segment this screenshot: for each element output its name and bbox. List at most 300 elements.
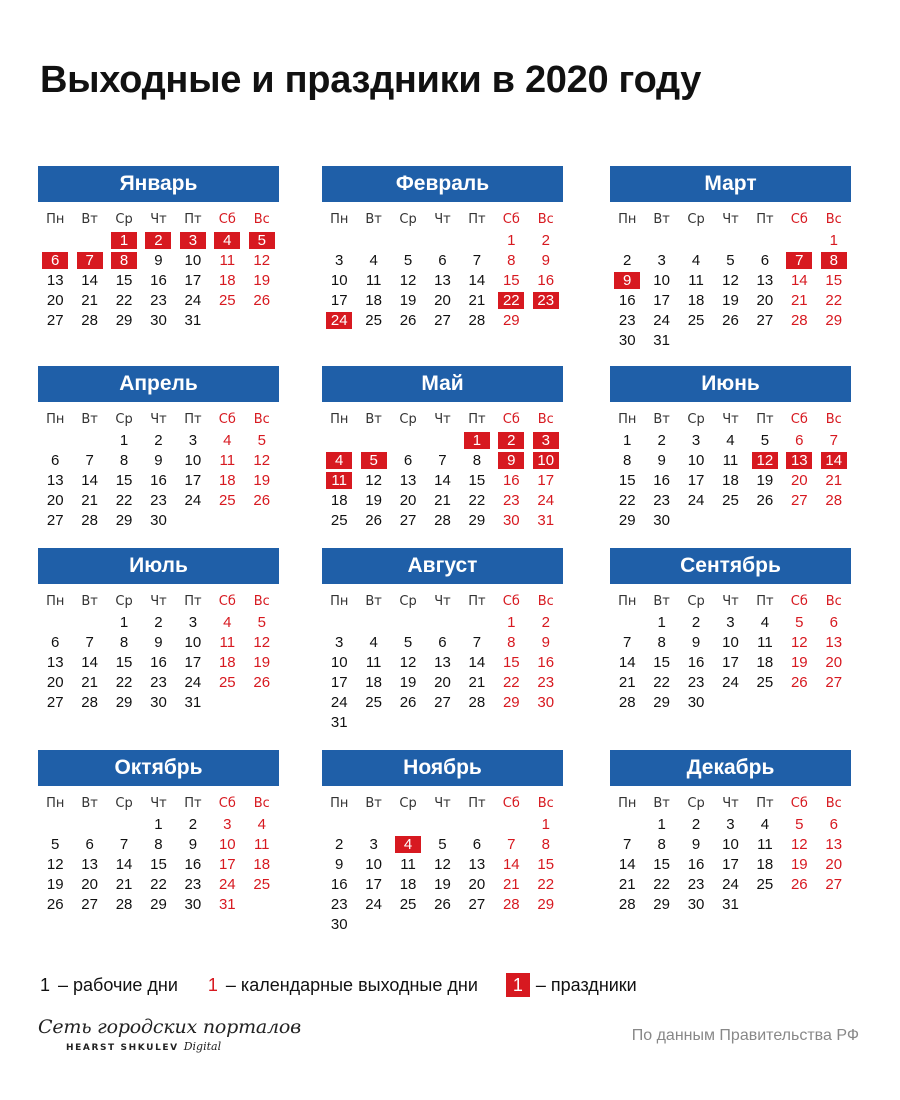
- weekend-day: 20: [825, 653, 843, 671]
- weekday-label: Вт: [365, 593, 382, 609]
- week-row: [322, 914, 563, 934]
- work-day: 10: [184, 251, 202, 269]
- week-row: [38, 612, 279, 632]
- work-day: 22: [115, 673, 133, 691]
- weekend-day: 16: [502, 471, 520, 489]
- week-row: [610, 430, 851, 450]
- weekend-day: 22: [502, 673, 520, 691]
- work-day: 2: [154, 431, 163, 449]
- weekday-label: Ср: [399, 593, 417, 609]
- work-day: 24: [722, 875, 739, 893]
- weekday-label: Сб: [218, 795, 236, 811]
- work-day: 28: [81, 311, 98, 329]
- work-day: 4: [369, 251, 378, 269]
- month-name: Март: [610, 166, 851, 202]
- work-day: 14: [618, 653, 636, 671]
- holiday-day: 13: [786, 452, 812, 469]
- weekday-label: Ср: [687, 211, 705, 227]
- weekday-label: Чт: [150, 211, 167, 227]
- weekday-label: Пт: [184, 593, 202, 609]
- work-day: 27: [756, 311, 774, 329]
- weekend-day: 22: [825, 291, 843, 309]
- work-day: 31: [722, 895, 739, 913]
- work-day: 26: [399, 311, 417, 329]
- work-day: 15: [653, 653, 670, 671]
- weekday-label: Сб: [790, 795, 808, 811]
- work-day: 26: [399, 693, 417, 711]
- work-day: 15: [115, 271, 133, 289]
- work-day: 10: [330, 653, 348, 671]
- weekday-label: Ср: [115, 211, 133, 227]
- weekend-day: 11: [253, 835, 270, 853]
- work-day: 3: [369, 835, 378, 853]
- holiday-day: 1: [464, 432, 490, 449]
- weekday-label: Вт: [653, 211, 670, 227]
- weekend-day: 26: [253, 491, 271, 509]
- work-day: 29: [115, 693, 133, 711]
- weekday-label: Чт: [434, 593, 451, 609]
- weekday-label: Пт: [468, 593, 486, 609]
- work-day: 5: [403, 251, 413, 269]
- work-day: 3: [691, 431, 701, 449]
- weekend-day: 27: [790, 491, 808, 509]
- month-block: [610, 166, 851, 350]
- work-day: 29: [468, 511, 486, 529]
- work-day: 18: [722, 471, 739, 489]
- work-day: 18: [756, 653, 774, 671]
- weekend-day: 1: [507, 613, 516, 631]
- work-day: 9: [154, 451, 163, 469]
- week-row: [322, 854, 563, 874]
- work-day: 11: [757, 633, 773, 651]
- work-day: 7: [623, 835, 632, 853]
- work-day: 7: [623, 633, 632, 651]
- work-day: 9: [691, 835, 701, 853]
- work-day: 13: [46, 653, 64, 671]
- work-day: 21: [618, 673, 636, 691]
- work-day: 30: [687, 693, 705, 711]
- weekend-day: 29: [502, 311, 520, 329]
- work-day: 8: [472, 451, 482, 469]
- work-day: 19: [46, 875, 64, 893]
- week-row: [322, 490, 563, 510]
- weekend-day: 9: [541, 251, 550, 269]
- work-day: 2: [154, 613, 163, 631]
- work-day: 27: [434, 693, 451, 711]
- week-row: [322, 270, 563, 290]
- work-day: 23: [687, 673, 705, 691]
- weekday-label: Чт: [150, 795, 167, 811]
- work-day: 4: [760, 613, 770, 631]
- work-day: 25: [756, 673, 774, 691]
- week-row: [610, 450, 851, 470]
- work-day: 12: [434, 855, 451, 873]
- week-row: [38, 430, 279, 450]
- holiday-day: 7: [786, 252, 812, 269]
- holiday-day: 2: [498, 432, 524, 449]
- work-day: 21: [115, 875, 133, 893]
- work-day: 31: [184, 311, 202, 329]
- work-day: 23: [184, 875, 202, 893]
- work-day: 14: [81, 653, 98, 671]
- weekend-day: 5: [257, 613, 266, 631]
- work-day: 1: [657, 815, 666, 833]
- weekend-day: 26: [253, 673, 271, 691]
- work-day: 28: [618, 895, 636, 913]
- week-row: [610, 874, 851, 894]
- work-day: 10: [365, 855, 382, 873]
- work-day: 30: [150, 693, 167, 711]
- weekday-label: Чт: [150, 411, 167, 427]
- work-day: 28: [115, 895, 133, 913]
- weekend-day: 11: [219, 251, 236, 269]
- work-day: 29: [653, 693, 670, 711]
- work-day: 31: [330, 713, 348, 731]
- month-name: Декабрь: [610, 750, 851, 786]
- work-day: 18: [330, 491, 348, 509]
- week-row: [610, 692, 851, 712]
- weekday-label: Пн: [46, 593, 65, 609]
- weekday-label: Пн: [618, 211, 637, 227]
- work-day: 20: [46, 673, 64, 691]
- work-day: 29: [115, 311, 133, 329]
- work-day: 15: [618, 471, 636, 489]
- weekday-label: Сб: [502, 211, 520, 227]
- week-row: [322, 612, 563, 632]
- work-day: 4: [691, 251, 701, 269]
- week-row: [38, 250, 279, 270]
- week-row: [322, 894, 563, 914]
- legend-holidays: [506, 973, 637, 997]
- work-day: 11: [365, 653, 382, 671]
- week-row: [610, 612, 851, 632]
- work-day: 13: [434, 271, 451, 289]
- work-day: 23: [150, 491, 167, 509]
- work-day: 23: [653, 491, 670, 509]
- week-row: [610, 230, 851, 250]
- week-row: [38, 470, 279, 490]
- work-day: 16: [687, 653, 705, 671]
- logo-subtitle-suffix: Digital: [183, 1040, 222, 1053]
- week-row: [322, 310, 563, 330]
- work-day: 22: [618, 491, 636, 509]
- holiday-day: 12: [752, 452, 778, 469]
- work-day: 17: [722, 653, 739, 671]
- weekday-label: Вт: [365, 211, 382, 227]
- weekend-day: 18: [218, 653, 236, 671]
- weekend-day: 31: [218, 895, 236, 913]
- weekend-day: 29: [502, 693, 520, 711]
- work-day: 16: [653, 471, 670, 489]
- holiday-day: 2: [145, 232, 171, 249]
- work-day: 1: [119, 613, 129, 631]
- legend-weekend-sample: 1: [207, 974, 218, 995]
- work-day: 14: [434, 471, 451, 489]
- weekday-label: Пн: [46, 795, 65, 811]
- month-block: [610, 548, 851, 712]
- weekday-label: Пн: [618, 411, 637, 427]
- work-day: 11: [400, 855, 416, 873]
- weekday-label: Вс: [825, 593, 842, 609]
- month-block: [322, 166, 563, 330]
- work-day: 1: [657, 613, 666, 631]
- work-day: 3: [657, 251, 666, 269]
- legend-holiday-sample: 1: [506, 973, 530, 997]
- work-day: 17: [184, 271, 202, 289]
- work-day: 5: [726, 251, 735, 269]
- weekend-day: 12: [253, 251, 271, 269]
- weekday-label: Пн: [330, 211, 349, 227]
- work-day: 3: [726, 613, 735, 631]
- work-day: 4: [369, 633, 378, 651]
- weekday-label: Чт: [722, 593, 739, 609]
- work-day: 7: [119, 835, 129, 853]
- weekday-label: Ср: [687, 795, 705, 811]
- month-name: Апрель: [38, 366, 279, 402]
- work-day: 10: [184, 451, 202, 469]
- work-day: 6: [403, 451, 413, 469]
- week-row: [38, 290, 279, 310]
- work-day: 19: [399, 291, 417, 309]
- week-row: [38, 490, 279, 510]
- work-day: 6: [51, 633, 60, 651]
- legend-holiday-label: – праздники: [535, 974, 637, 995]
- logo-title: Сеть городских порталов: [38, 1016, 302, 1038]
- month-block: [38, 750, 279, 914]
- work-day: 20: [468, 875, 486, 893]
- weekday-label: Сб: [218, 411, 236, 427]
- week-row: [322, 230, 563, 250]
- work-day: 7: [472, 633, 482, 651]
- weekday-header-row: [322, 408, 563, 430]
- work-day: 30: [184, 895, 202, 913]
- weekday-label: Сб: [218, 593, 236, 609]
- work-day: 2: [623, 251, 632, 269]
- weekend-day: 7: [829, 431, 838, 449]
- weekend-day: 18: [253, 855, 271, 873]
- work-day: 30: [618, 331, 636, 349]
- publisher-logo: [38, 1016, 301, 1053]
- weekend-day: 20: [790, 471, 808, 489]
- weekday-label: Пн: [330, 411, 349, 427]
- work-day: 24: [184, 673, 202, 691]
- holiday-day: 1: [111, 232, 137, 249]
- weekend-day: 24: [218, 875, 236, 893]
- work-day: 17: [722, 855, 739, 873]
- work-day: 2: [691, 815, 701, 833]
- month-block: [322, 750, 563, 934]
- weekday-label: Ср: [687, 593, 705, 609]
- weekend-day: 13: [825, 633, 843, 651]
- weekend-day: 1: [541, 815, 550, 833]
- work-day: 16: [184, 855, 202, 873]
- weekend-day: 28: [825, 491, 843, 509]
- week-row: [38, 814, 279, 834]
- work-day: 28: [618, 693, 636, 711]
- weekend-day: 5: [795, 815, 804, 833]
- holiday-day: 11: [326, 472, 352, 489]
- work-day: 27: [434, 311, 451, 329]
- weekday-label: Чт: [434, 211, 451, 227]
- work-day: 3: [188, 431, 198, 449]
- work-day: 18: [756, 855, 774, 873]
- work-day: 17: [653, 291, 670, 309]
- legend-workday-label: – рабочие дни: [58, 974, 178, 995]
- week-row: [38, 510, 279, 530]
- weekday-label: Пт: [468, 411, 486, 427]
- weekend-day: 12: [253, 633, 271, 651]
- week-row: [322, 632, 563, 652]
- weekend-day: 17: [537, 471, 555, 489]
- weekday-header-row: [610, 590, 851, 612]
- work-day: 23: [687, 875, 705, 893]
- weekend-day: 19: [790, 855, 808, 873]
- weekend-day: 18: [218, 471, 236, 489]
- month-name: Январь: [38, 166, 279, 202]
- work-day: 26: [722, 311, 739, 329]
- work-day: 3: [335, 251, 344, 269]
- work-day: 22: [653, 875, 670, 893]
- work-day: 12: [399, 653, 417, 671]
- work-day: 13: [434, 653, 451, 671]
- week-row: [38, 230, 279, 250]
- month-name: Февраль: [322, 166, 563, 202]
- work-day: 10: [330, 271, 348, 289]
- work-day: 5: [403, 633, 413, 651]
- weekday-header-row: [322, 208, 563, 230]
- holiday-day: 8: [821, 252, 847, 269]
- work-day: 29: [115, 511, 133, 529]
- weekend-day: 27: [825, 673, 843, 691]
- weekday-label: Пт: [184, 411, 202, 427]
- month-name: Ноябрь: [322, 750, 563, 786]
- work-day: 7: [438, 451, 447, 469]
- week-row: [322, 470, 563, 490]
- work-day: 1: [154, 815, 163, 833]
- weekend-day: 11: [219, 633, 236, 651]
- week-row: [322, 652, 563, 672]
- work-day: 6: [472, 835, 482, 853]
- weekday-label: Пт: [756, 411, 774, 427]
- work-day: 2: [691, 613, 701, 631]
- work-day: 8: [623, 451, 632, 469]
- work-day: 25: [722, 491, 739, 509]
- weekend-day: 2: [541, 613, 550, 631]
- weekday-label: Ср: [687, 411, 705, 427]
- work-day: 9: [657, 451, 666, 469]
- work-day: 1: [119, 431, 129, 449]
- weekend-day: 24: [537, 491, 555, 509]
- work-day: 27: [399, 511, 417, 529]
- holiday-day: 5: [361, 452, 387, 469]
- work-day: 5: [438, 835, 447, 853]
- week-row: [610, 672, 851, 692]
- work-day: 22: [115, 291, 133, 309]
- month-name: Июнь: [610, 366, 851, 402]
- weekend-day: 8: [541, 835, 550, 853]
- weekday-label: Пт: [184, 795, 202, 811]
- week-row: [38, 874, 279, 894]
- work-day: 23: [330, 895, 348, 913]
- work-day: 21: [618, 875, 636, 893]
- work-day: 21: [434, 491, 451, 509]
- work-day: 30: [330, 915, 348, 933]
- work-day: 29: [150, 895, 167, 913]
- week-row: [38, 834, 279, 854]
- weekend-day: 22: [537, 875, 555, 893]
- work-day: 4: [760, 815, 770, 833]
- work-day: 27: [46, 693, 64, 711]
- work-day: 27: [46, 311, 64, 329]
- work-day: 4: [726, 431, 735, 449]
- holiday-day: 7: [77, 252, 103, 269]
- week-row: [38, 310, 279, 330]
- weekend-day: 9: [541, 633, 550, 651]
- weekend-day: 19: [253, 271, 271, 289]
- legend-weekend-label: – календарные выходные дни: [225, 974, 478, 995]
- weekend-day: 31: [537, 511, 555, 529]
- month-block: [322, 366, 563, 530]
- week-row: [322, 250, 563, 270]
- work-day: 23: [150, 291, 167, 309]
- holiday-day: 4: [214, 232, 240, 249]
- month-block: [38, 166, 279, 330]
- weekday-label: Ср: [115, 593, 133, 609]
- weekday-label: Пт: [756, 795, 774, 811]
- week-row: [38, 692, 279, 712]
- weekday-label: Сб: [502, 593, 520, 609]
- work-day: 30: [653, 511, 670, 529]
- work-day: 3: [335, 633, 344, 651]
- work-day: 20: [46, 291, 64, 309]
- weekend-day: 29: [537, 895, 555, 913]
- weekend-day: 28: [502, 895, 520, 913]
- weekend-day: 5: [257, 431, 266, 449]
- week-row: [610, 270, 851, 290]
- month-name: Август: [322, 548, 563, 584]
- weekday-label: Сб: [502, 795, 520, 811]
- week-row: [38, 672, 279, 692]
- week-row: [322, 834, 563, 854]
- weekend-day: 6: [829, 613, 838, 631]
- weekend-day: 23: [502, 491, 520, 509]
- work-day: 5: [760, 431, 770, 449]
- weekend-day: 4: [223, 613, 232, 631]
- weekday-label: Вт: [653, 593, 670, 609]
- weekend-day: 15: [825, 271, 843, 289]
- holiday-day: 22: [498, 292, 524, 309]
- week-row: [610, 330, 851, 350]
- work-day: 1: [623, 431, 632, 449]
- weekday-label: Пт: [184, 211, 202, 227]
- work-day: 10: [184, 633, 202, 651]
- weekend-day: 26: [790, 673, 808, 691]
- holiday-day: 14: [821, 452, 847, 469]
- weekday-label: Вт: [81, 211, 98, 227]
- weekday-label: Вс: [537, 411, 554, 427]
- weekend-day: 8: [507, 633, 516, 651]
- work-day: 9: [154, 633, 163, 651]
- work-day: 17: [330, 291, 348, 309]
- work-day: 31: [184, 693, 202, 711]
- work-day: 26: [756, 491, 774, 509]
- work-day: 18: [399, 875, 417, 893]
- source-note: По данным Правительства РФ: [631, 1027, 859, 1044]
- work-day: 16: [150, 471, 167, 489]
- weekend-day: 3: [223, 815, 232, 833]
- work-day: 9: [335, 855, 344, 873]
- week-row: [322, 672, 563, 692]
